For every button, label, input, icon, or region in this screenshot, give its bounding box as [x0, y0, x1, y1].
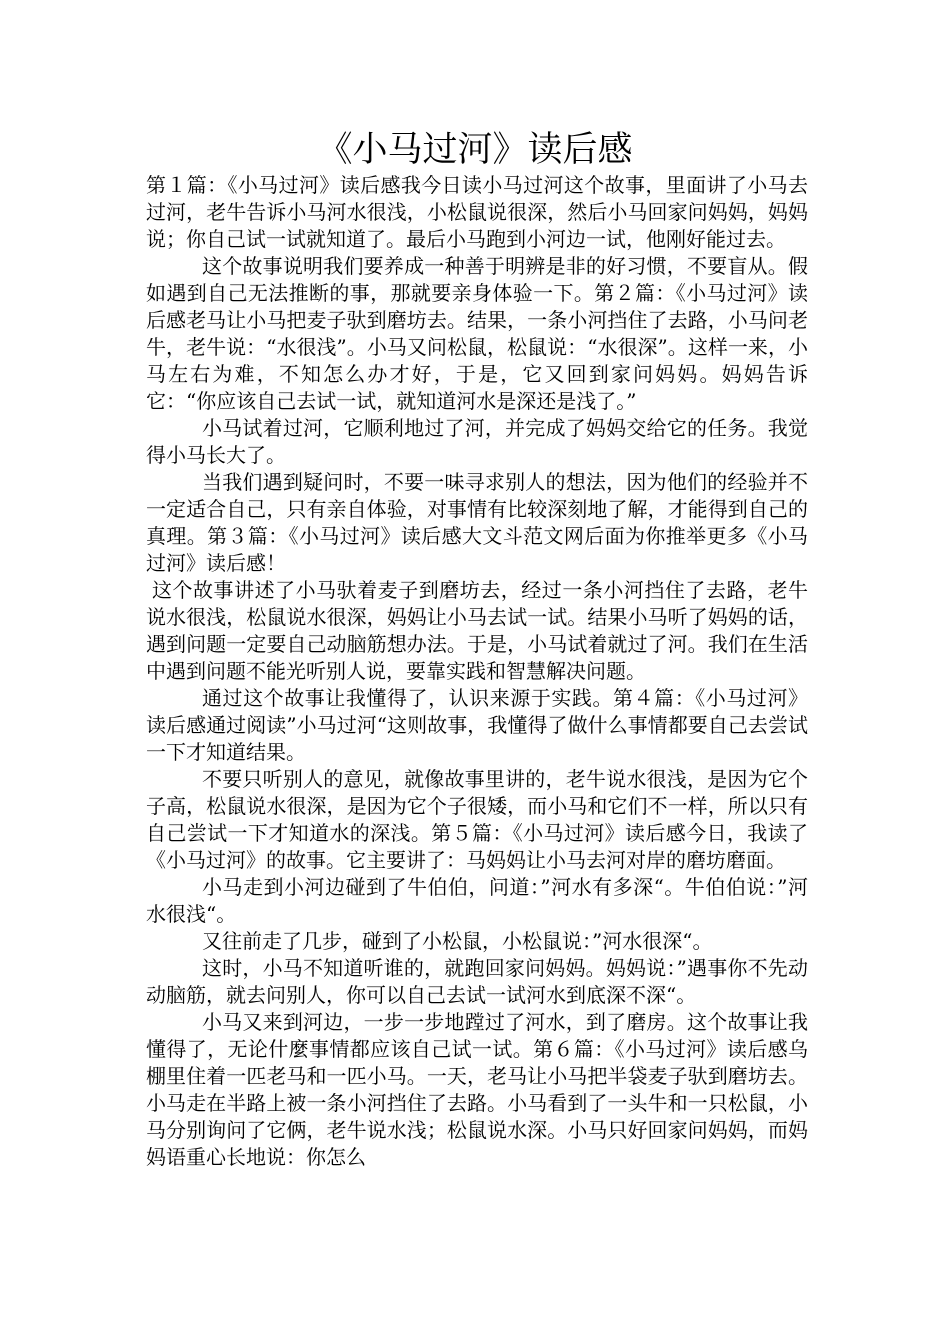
paragraph-3: 小马试着过河，它顺利地过了河，并完成了妈妈交给它的任务。我觉得小马长大了。: [146, 416, 808, 467]
paragraph-8: 小马走到小河边碰到了牛伯伯，问道：”河水有多深“。牛伯伯说：”河水很浅“。: [146, 875, 808, 926]
paragraph-4: 当我们遇到疑问时，不要一味寻求别人的想法，因为他们的经验并不一定适合自己，只有亲自体验，对事情有比较深刻地了解，才能得到自己的真理。第３篇：《小马过河》读后感大文斗范文网后面为你推举更多《小马过河》读后感！: [146, 470, 808, 575]
paragraph-9: 又往前走了几步，碰到了小松鼠，小松鼠说：”河水很深“。: [202, 929, 713, 953]
document-body: [146, 172, 808, 1171]
document-title: 《小马过河》读后感: [317, 130, 633, 170]
paragraph-1: 第１篇：《小马过河》读后感我今日读小马过河这个故事，里面讲了小马去过河，老牛告诉小马河水很浅，小松鼠说很深，然后小马回家问妈妈，妈妈说；你自己试一试就知道了。最后小马跑到小河边一试，他刚好能过去。: [146, 173, 808, 251]
paragraph-2: 这个故事说明我们要养成一种善于明辨是非的好习惯，不要盲从。假如遇到自己无法推断的事，那就要亲身体验一下。第２篇：《小马过河》读后感老马让小马把麦子驮到磨坊去。结果，一条小河挡住了去路，小马问老牛，老牛说：“水很浅”。小马又问松鼠，松鼠说：“水很深”。这样一来，小马左右为难，不知怎么办才好，于是，它又回到家问妈妈。妈妈告诉它：“你应该自己去试一试，就知道河水是深还是浅了。”: [146, 254, 808, 413]
paragraph-11: 小马又来到河边，一步一步地蹚过了河水，到了磨房。这个故事让我懂得了，无论什麼事情都应该自己试一试。第６篇：《小马过河》读后感乌棚里住着一匹老马和一匹小马。一天，老马让小马把半袋麦子驮到磨坊去。小马走在半路上被一条小河挡住了去路。小马看到了一头牛和一只松鼠，小马分别询问了它俩，老牛说水浅；松鼠说水深。小马只好回家问妈妈，而妈妈语重心长地说：你怎么: [146, 1010, 808, 1169]
paragraph-6: 通过这个故事让我懂得了，认识来源于实践。第４篇：《小马过河》读后感通过阅读”小马过河“这则故事，我懂得了做什么事情都要自己去尝试一下才知道结果。: [146, 686, 808, 764]
paragraph-5: 这个故事讲述了小马驮着麦子到磨坊去，经过一条小河挡住了去路，老牛说水很浅，松鼠说水很深，妈妈让小马去试一试。结果小马听了妈妈的话，遇到问题一定要自己动脑筋想办法。于是，小马试着就过了河。我们在生活中遇到问题不能光听别人说，要靠实践和智慧解决问题。: [146, 578, 808, 683]
paragraph-7: 不要只听别人的意见，就像故事里讲的，老牛说水很浅，是因为它个子高，松鼠说水很深，是因为它个子很矮，而小马和它们不一样，所以只有自己尝试一下才知道水的深浅。第５篇：《小马过河》读后感今日，我读了《小马过河》的故事。它主要讲了：马妈妈让小马去河对岸的磨坊磨面。: [146, 767, 808, 872]
paragraph-10: 这时，小马不知道听谁的，就跑回家问妈妈。妈妈说：”遇事你不先动动脑筋，就去问别人，你可以自己去试一试河水到底深不深“。: [146, 956, 808, 1007]
